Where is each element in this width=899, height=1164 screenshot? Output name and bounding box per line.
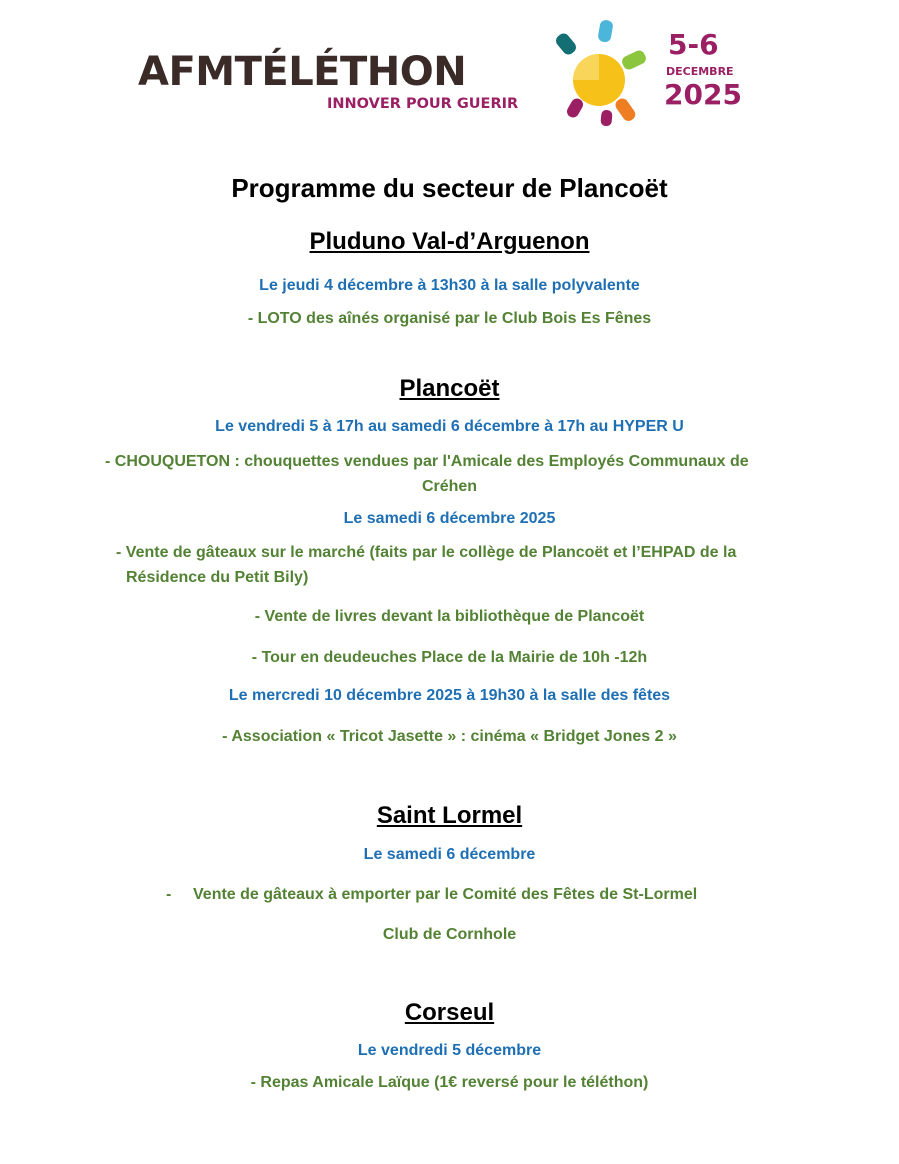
logo-date-days: 5-6 (668, 28, 719, 61)
logo-date-month: DECEMBRE (666, 65, 734, 78)
event-date: Le samedi 6 décembre 2025 (343, 510, 556, 527)
logo-brand: AFMTÉLÉTHON (138, 49, 467, 95)
event-activity: - LOTO des aînés organisé par le Club Bois Es Fênes (247, 310, 652, 327)
logo-date-year: 2025 (664, 78, 742, 111)
event-date: Le vendredi 5 décembre (357, 1042, 542, 1059)
event-activity: Club de Cornhole (382, 926, 517, 943)
page-title: Programme du secteur de Plancoët (231, 173, 668, 203)
event-activity: - Association « Tricot Jasette » : cinéma « Bridget Jones 2 » (222, 728, 677, 745)
town-heading-pluduno: Pluduno Val-d’Arguenon (309, 228, 590, 255)
event-date: Le jeudi 4 décembre à 13h30 à la salle polyvalente (259, 277, 640, 294)
logo-tagline: INNOVER POUR GUERIR (327, 96, 519, 112)
event-date: Le vendredi 5 à 17h au samedi 6 décembre à 17h au HYPER U (215, 418, 684, 435)
event-activity: - CHOUQUETON : chouquettes vendues par l'Amicale des Employés Communaux de (105, 453, 749, 470)
event-activity-continued: Résidence du Petit Bily) (126, 569, 309, 586)
event-activity: - Vente de gâteaux sur le marché (faits par le collège de Plancoët et l’EHPAD de la (116, 544, 737, 561)
event-activity: - Vente de livres devant la bibliothèque de Plancoët (254, 608, 645, 625)
event-activity: - Tour en deudeuches Place de la Mairie de 10h -12h (251, 649, 648, 666)
event-date: Le samedi 6 décembre (363, 846, 536, 863)
sun-logo-icon (555, 18, 665, 128)
event-date: Le mercredi 10 décembre 2025 à 19h30 à la salle des fêtes (228, 687, 671, 704)
event-activity-continued: Créhen (421, 478, 478, 495)
list-bullet: - (166, 886, 172, 903)
town-heading-corseul: Corseul (404, 999, 495, 1026)
event-activity: Vente de gâteaux à emporter par le Comité des Fêtes de St-Lormel (193, 886, 698, 903)
town-heading-saint-lormel: Saint Lormel (376, 802, 523, 829)
town-heading-plancoet: Plancoët (399, 375, 500, 402)
event-activity: - Repas Amicale Laïque (1€ reversé pour le téléthon) (250, 1074, 649, 1091)
